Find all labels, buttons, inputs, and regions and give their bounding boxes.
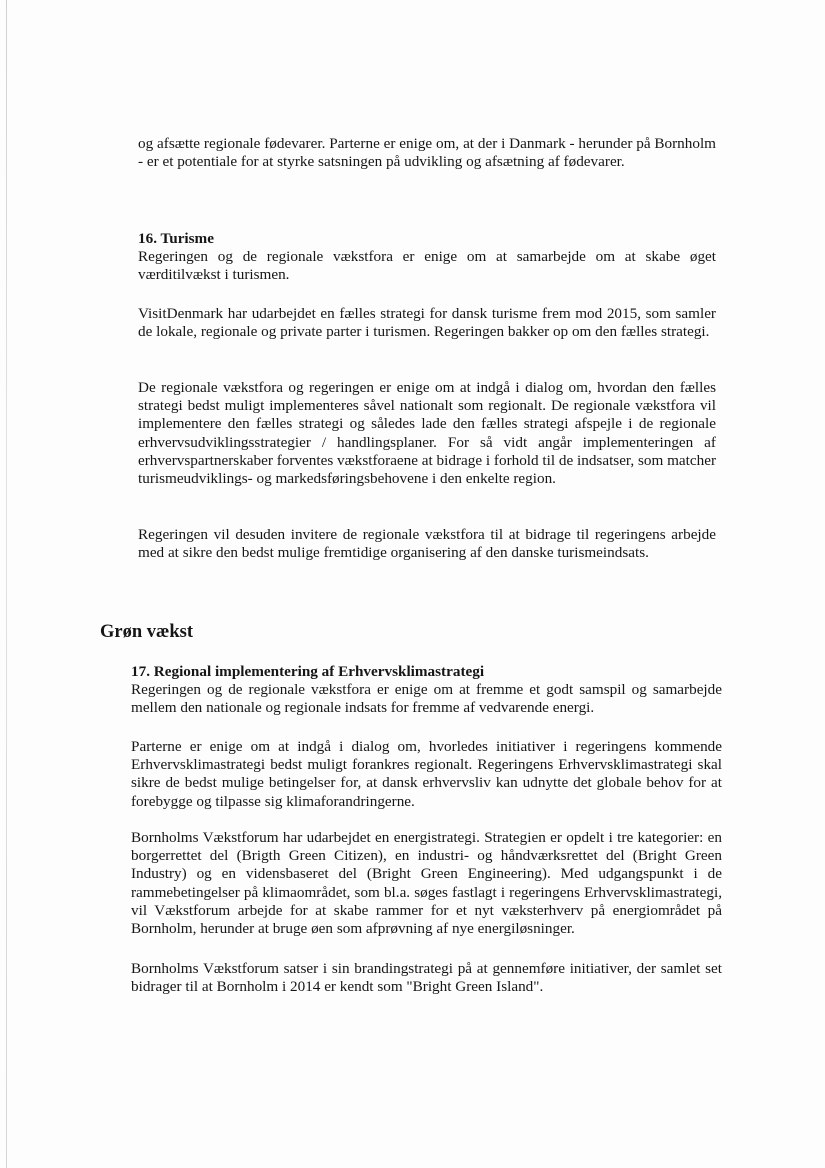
section-17-paragraph-2: Parterne er enige om at indgå i dialog om, hvorledes initiativer i regeringens kommende Erhvervsklimastrategi bedst muligt forankres regionalt. Regeringens Erhvervsklimastrategi skal sikre de bedst mulige betingelser for, at dansk erhvervsliv kan udnytte det globale behov for at forebygge og tilpasse sig klimaforandringerne.: [131, 738, 722, 810]
section-16-paragraph-3: De regionale vækstfora og regeringen er enige om at indgå i dialog om, hvordan den fælles strategi bedst muligt implementeres såvel nationalt som regionalt. De regionale vækstfora vil implementere den fælles strategi og således lade den fælles strategi afspejle i de regionale erhvervsudviklingsstrategier / handlingsplaner. For så vidt angår implementeringen af erhvervspartnerskaber forventes vækstforaene at bidrage i forhold til de indsatser, som matcher turismeudviklings- og markedsføringsbehovene i den enkelte region.: [138, 379, 716, 488]
section-16-paragraph-1: Regeringen og de regionale vækstfora er enige om at samarbejde om at skabe øget værditilvækst i turismen.: [138, 248, 716, 284]
section-17-heading: 17. Regional implementering af Erhvervsklimastrategi: [131, 663, 485, 680]
section-16: [138, 230, 716, 285]
section-17: [131, 663, 722, 718]
section-17-paragraph-4: Bornholms Vækstforum satser i sin brandingstrategi på at gennemføre initiativer, der samlet set bidrager til at Bornholm i 2014 er kendt som "Bright Green Island".: [131, 960, 722, 996]
section-16-heading: 16. Turisme: [138, 230, 214, 247]
section-17-paragraph-3: Bornholms Vækstforum har udarbejdet en energistrategi. Strategien er opdelt i tre kategorier: en borgerrettet del (Brigth Green Citizen), en industri- og håndværksrettet del (Bright Green Industry) og en vidensbaseret del (Bright Green Engineering). Med udgangspunkt i de rammebetingelser på klimaområdet, som bl.a. søges fastlagt i regeringens Erhvervsklimastrategi, vil Vækstforum arbejde for at skabe rammer for et nyt væksterhverv på energiområdet på Bornholm, herunder at bruge øen som afprøvning af nye energiløsninger.: [131, 829, 722, 938]
intro-paragraph: og afsætte regionale fødevarer. Parterne er enige om, at der i Danmark - herunder på Bornholm - er et potentiale for at styrke satsningen på udvikling og afsætning af fødevarer.: [138, 135, 716, 171]
scan-edge-line: [6, 0, 7, 1168]
section-16-paragraph-2: VisitDenmark har udarbejdet en fælles strategi for dansk turisme frem mod 2015, som samler de lokale, regionale og private parter i turismen. Regeringen bakker op om den fælles strategi.: [138, 305, 716, 341]
section-16-paragraph-4: Regeringen vil desuden invitere de regionale vækstfora til at bidrage til regeringens arbejde med at sikre den bedst mulige fremtidige organisering af den danske turismeindsats.: [138, 526, 716, 562]
section-title-gron-vaekst: Grøn vækst: [100, 622, 194, 642]
section-17-paragraph-1: Regeringen og de regionale vækstfora er enige om at fremme et godt samspil og samarbejde mellem den nationale og regionale indsats for fremme af vedvarende energi.: [131, 681, 722, 717]
